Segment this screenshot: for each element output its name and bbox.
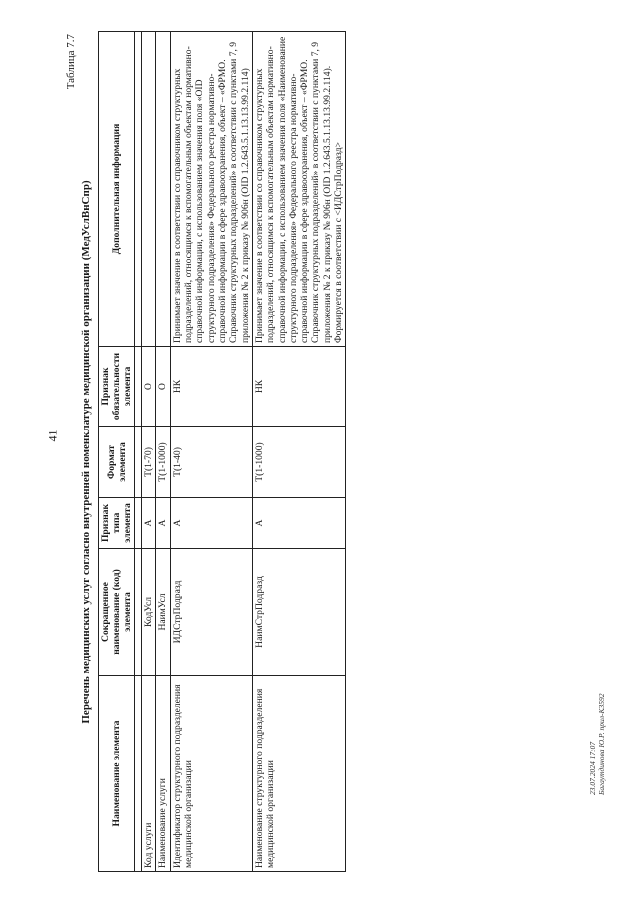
cell-info: Принимает значение в соответствии со справочником структурных подразделений, относящимся к вспомогательным объектам нормативно-справочной информации, с использованием значения поля «OID структурного подразделения» Федерального реестра нормативно-справочной информации в сфере здравоохранения, объект – «ФРМО. Справочник структурных подразделений» в соответствии с пунктами 7, 9 приложения № 2 к приказу № 906н (OID 1.2.643.5.1.13.13.99.2.114) (170, 32, 252, 347)
header-element-format: Формат элемента (99, 427, 135, 498)
cell-required: О (142, 347, 156, 427)
header-element-code: Сокращенное наименование (код) элемента (99, 549, 135, 676)
header-element-type: Признак типа элемента (99, 498, 135, 549)
cell-name: Идентификатор структурного подразделения медицинской организации (170, 676, 252, 872)
table-row (252, 32, 346, 872)
cell-format: Т(1-40) (170, 427, 252, 498)
cell-info (142, 32, 156, 347)
page-number: 41 (45, 429, 60, 442)
footer-date: 23.07.2024 17:07 (588, 741, 597, 795)
header-element-required: Признак обязательности элемента (99, 347, 135, 427)
cell-type: А (156, 498, 170, 549)
cell-name: Наименование услуги (156, 676, 170, 872)
footer-stamp (588, 693, 607, 795)
header-element-name: Наименование элемента (99, 676, 135, 872)
header-additional-info: Дополнительная информация (99, 32, 135, 347)
cell-code: НаимУсл (156, 549, 170, 676)
cell-format: Т(1-70) (142, 427, 156, 498)
cell-required: НК (170, 347, 252, 427)
cell-format: Т(1-1000) (156, 427, 170, 498)
cell-code: НаимСтрПодразд (252, 549, 346, 676)
cell-info (156, 32, 170, 347)
cell-code: ИДСтрПодразд (170, 549, 252, 676)
cell-type: А (170, 498, 252, 549)
cell-code: КодУсл (142, 549, 156, 676)
cell-type: А (142, 498, 156, 549)
footer-author: Багаутдинова Ю.Р. прил-К3592 (597, 693, 607, 795)
elements-table (98, 31, 346, 872)
table-caption: Таблица 7.7 (65, 34, 77, 90)
cell-format: Т(1-1000) (252, 427, 346, 498)
table-title: Перечень медицинских услуг согласно внутренней номенклатуре медицинской организации (МедУслВнСпр) (80, 180, 92, 724)
table-header-row (99, 32, 135, 872)
table-row (170, 32, 252, 872)
cell-name: Наименование структурного подразделения медицинской организации (252, 676, 346, 872)
table-row (156, 32, 170, 872)
cell-required: НК (252, 347, 346, 427)
table-row (142, 32, 156, 872)
rotated-table-block (65, 32, 346, 872)
cell-type: А (252, 498, 346, 549)
cell-info: Принимает значение в соответствии со справочником структурных подразделений, относящимся к вспомогательным объектам нормативно-справочной информации, с использованием значения поля «Наименование структурного подразделения» Федерального реестра нормативно-справочной информации в сфере здравоохранения, объект – «ФРМО. Справочник структурных подразделений» в соответствии с пунктами 7, 9 приложения № 2 к приказу № 906н (OID 1.2.643.5.1.13.13.99.2.114). Формируется в соответствии с <ИДСтрПодразд> (252, 32, 346, 347)
cell-required: О (156, 347, 170, 427)
cell-name: Код услуги (142, 676, 156, 872)
spacer-row (135, 32, 142, 872)
